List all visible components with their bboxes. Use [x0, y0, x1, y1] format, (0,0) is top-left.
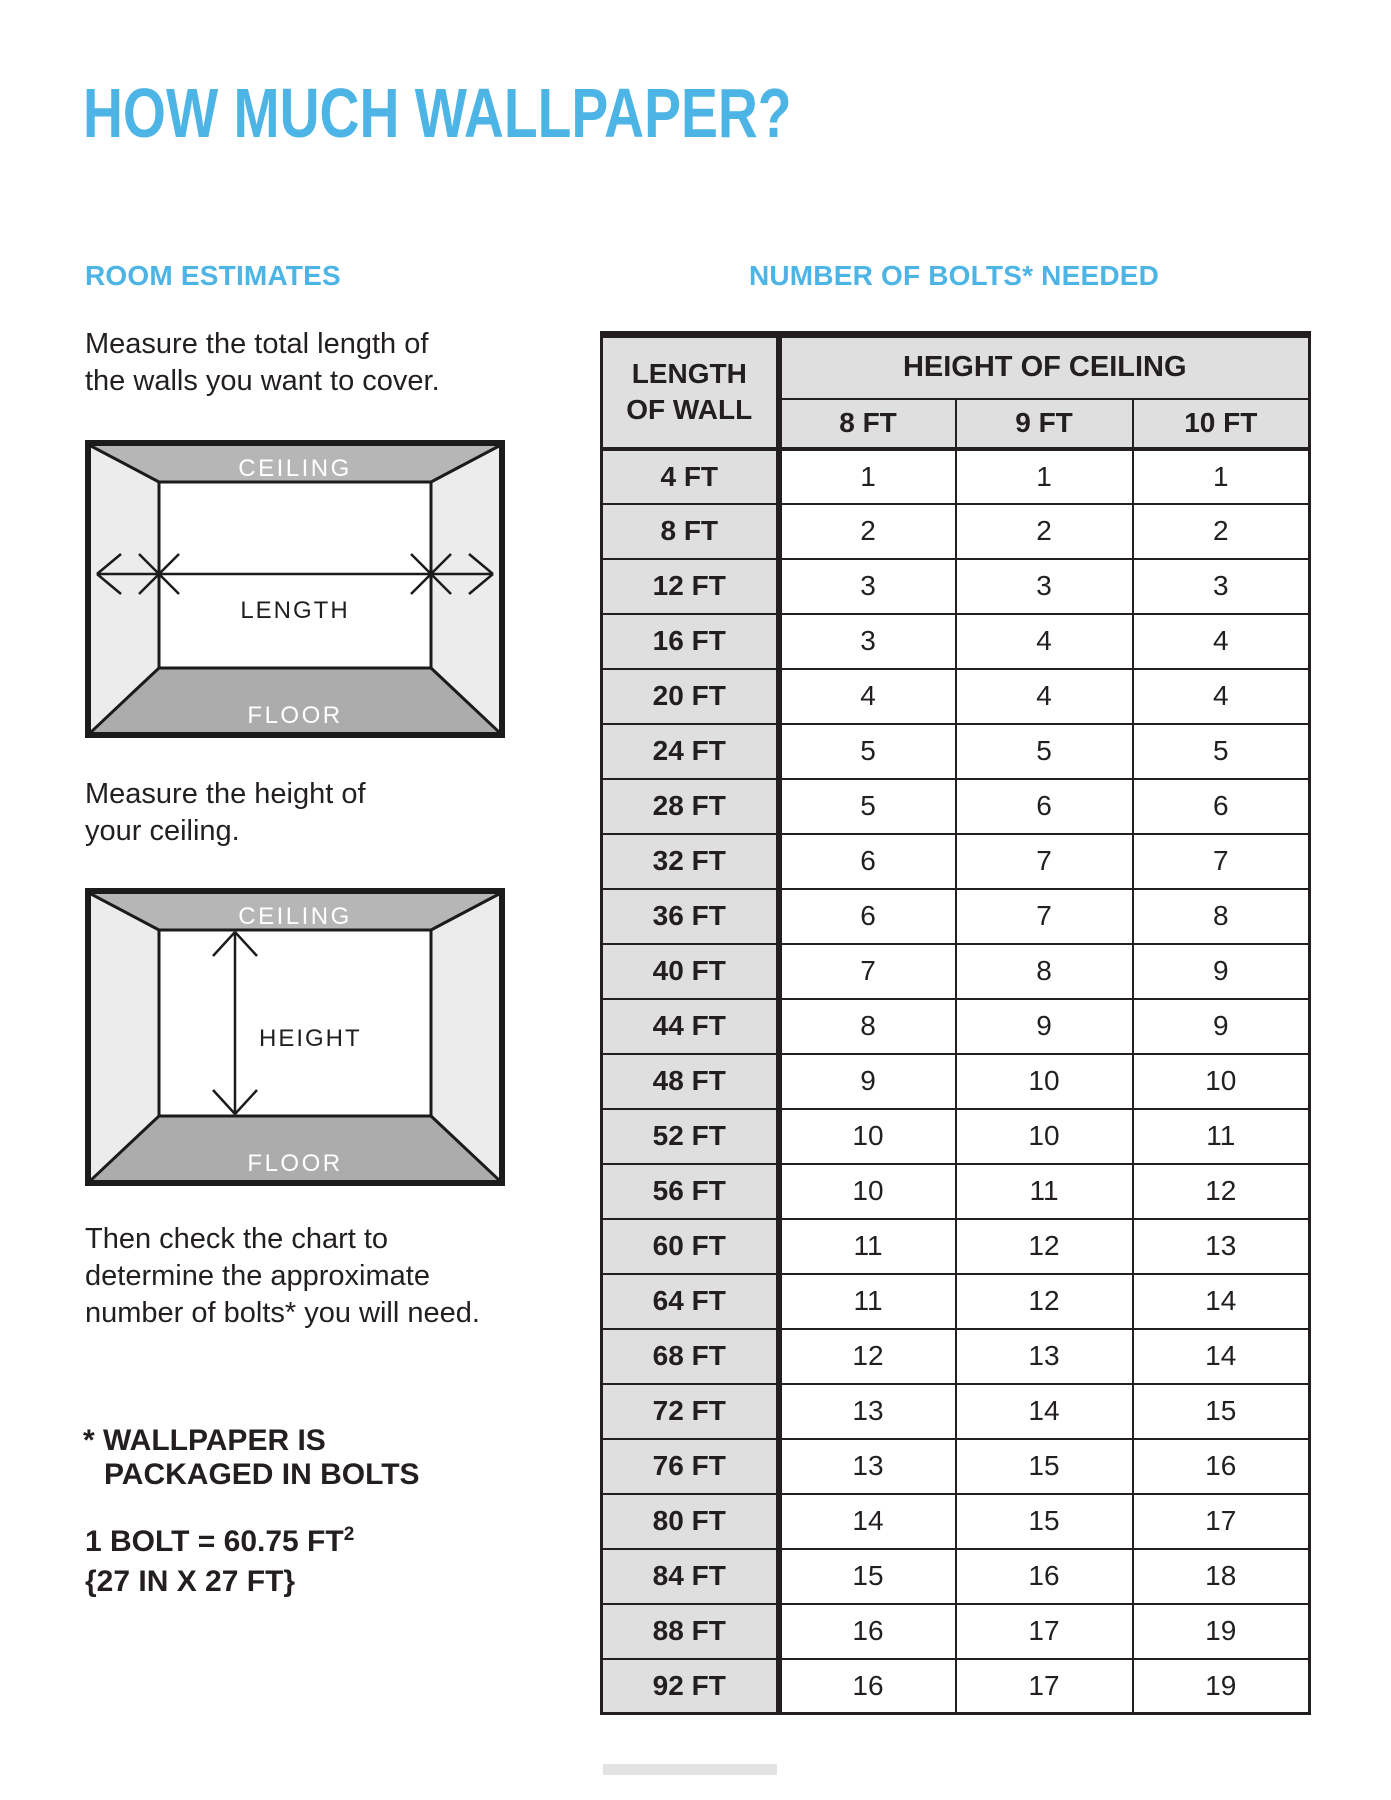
- bolt-count-cell: 12: [956, 1219, 1133, 1274]
- bolt-count-cell: 10: [779, 1164, 956, 1219]
- length-label: LENGTH: [240, 597, 350, 624]
- bolts-table-body: [602, 449, 1310, 1714]
- bolt-count-cell: 11: [779, 1274, 956, 1329]
- wall-length-cell: 20 FT: [602, 669, 779, 724]
- wall-length-cell: 84 FT: [602, 1549, 779, 1604]
- wall-length-cell: 28 FT: [602, 779, 779, 834]
- bolt-count-cell: 17: [1133, 1494, 1310, 1549]
- back-wall-surface: [159, 930, 431, 1116]
- table-row: [602, 1329, 1310, 1384]
- bolt-equation-line: [85, 1522, 354, 1562]
- room-length-diagram-svg: [91, 446, 499, 732]
- page-title: HOW MUCH WALLPAPER?: [83, 74, 792, 152]
- bolts-table: [600, 331, 1311, 1715]
- table-row: [602, 614, 1310, 669]
- ceiling-height-column-header: 9 FT: [956, 399, 1133, 449]
- table-row: [602, 944, 1310, 999]
- floor-label: FLOOR: [247, 1150, 343, 1177]
- table-row: [602, 504, 1310, 559]
- table-row: [602, 724, 1310, 779]
- room-height-diagram: [85, 888, 505, 1186]
- wall-length-cell: 8 FT: [602, 504, 779, 559]
- bolt-count-cell: 4: [779, 669, 956, 724]
- bolt-count-cell: 5: [779, 724, 956, 779]
- bolt-count-cell: 4: [1133, 614, 1310, 669]
- bolt-size-info: [85, 1522, 354, 1602]
- bolt-count-cell: 3: [956, 559, 1133, 614]
- wallpaper-bolts-footnote: [83, 1424, 420, 1492]
- wall-length-cell: 76 FT: [602, 1439, 779, 1494]
- bolt-count-cell: 15: [1133, 1384, 1310, 1439]
- bolt-count-cell: 3: [1133, 559, 1310, 614]
- bolt-count-cell: 13: [1133, 1219, 1310, 1274]
- bolt-count-cell: 6: [779, 834, 956, 889]
- bolt-count-cell: 8: [779, 999, 956, 1054]
- instruction-line: determine the approximate: [85, 1260, 430, 1292]
- bolt-count-cell: 9: [1133, 944, 1310, 999]
- ceiling-height-column-header: 8 FT: [779, 399, 956, 449]
- ceiling-label: CEILING: [238, 455, 352, 482]
- height-of-ceiling-header: HEIGHT OF CEILING: [779, 335, 1310, 399]
- instruction-line: your ceiling.: [85, 815, 240, 847]
- ceiling-label: CEILING: [238, 903, 352, 930]
- bolt-count-cell: 10: [779, 1109, 956, 1164]
- wall-length-cell: 4 FT: [602, 449, 779, 504]
- bolt-count-cell: 16: [779, 1659, 956, 1714]
- bolt-count-cell: 2: [1133, 504, 1310, 559]
- bolt-count-cell: 17: [956, 1659, 1133, 1714]
- instruction-line: the walls you want to cover.: [85, 365, 440, 397]
- bolt-count-cell: 10: [1133, 1054, 1310, 1109]
- wall-length-cell: 72 FT: [602, 1384, 779, 1439]
- bolt-count-cell: 10: [956, 1109, 1133, 1164]
- bolt-count-cell: 6: [779, 889, 956, 944]
- wall-length-cell: 12 FT: [602, 559, 779, 614]
- height-label: HEIGHT: [259, 1025, 362, 1052]
- bolt-count-cell: 5: [1133, 724, 1310, 779]
- bolt-count-cell: 8: [1133, 889, 1310, 944]
- footnote-line: PACKAGED IN BOLTS: [104, 1458, 420, 1491]
- bolt-count-cell: 9: [1133, 999, 1310, 1054]
- bolt-count-cell: 15: [956, 1439, 1133, 1494]
- bolt-count-cell: 4: [1133, 669, 1310, 724]
- wall-length-cell: 80 FT: [602, 1494, 779, 1549]
- bolt-count-cell: 4: [956, 614, 1133, 669]
- instruction-step-1: [85, 326, 440, 400]
- bolt-count-cell: 11: [779, 1219, 956, 1274]
- bolts-needed-heading: NUMBER OF BOLTS* NEEDED: [748, 260, 1160, 291]
- wall-length-cell: 64 FT: [602, 1274, 779, 1329]
- bolt-count-cell: 7: [779, 944, 956, 999]
- footnote-line: * WALLPAPER IS: [83, 1424, 326, 1457]
- bolts-table-header: [602, 335, 1310, 449]
- bolt-count-cell: 10: [956, 1054, 1133, 1109]
- bolt-count-cell: 6: [1133, 779, 1310, 834]
- table-row: [602, 779, 1310, 834]
- table-row: [602, 1604, 1310, 1659]
- table-header-row: [602, 335, 1310, 399]
- instruction-line: Measure the height of: [85, 778, 366, 810]
- length-of-wall-header: [602, 335, 779, 449]
- instruction-step-2: [85, 776, 366, 850]
- table-row: [602, 1164, 1310, 1219]
- wall-length-cell: 24 FT: [602, 724, 779, 779]
- bolt-count-cell: 7: [956, 889, 1133, 944]
- room-length-diagram: [85, 440, 505, 738]
- table-row: [602, 1274, 1310, 1329]
- bolt-count-cell: 19: [1133, 1659, 1310, 1714]
- bolt-count-cell: 3: [779, 559, 956, 614]
- instruction-step-3: [85, 1221, 480, 1332]
- wall-length-cell: 40 FT: [602, 944, 779, 999]
- wall-length-cell: 32 FT: [602, 834, 779, 889]
- bolt-count-cell: 2: [779, 504, 956, 559]
- wall-length-cell: 68 FT: [602, 1329, 779, 1384]
- table-row: [602, 1549, 1310, 1604]
- table-footer-strip: [603, 1764, 777, 1775]
- ceiling-height-column-header: 10 FT: [1133, 399, 1310, 449]
- bolt-count-cell: 19: [1133, 1604, 1310, 1659]
- bolt-count-cell: 4: [956, 669, 1133, 724]
- room-height-diagram-svg: [91, 894, 499, 1180]
- bolt-count-cell: 6: [956, 779, 1133, 834]
- table-row: [602, 449, 1310, 504]
- wall-length-cell: 36 FT: [602, 889, 779, 944]
- table-row: [602, 559, 1310, 614]
- bolt-count-cell: 14: [956, 1384, 1133, 1439]
- table-row: [602, 1659, 1310, 1714]
- table-row: [602, 1054, 1310, 1109]
- room-estimates-heading: ROOM ESTIMATES: [85, 260, 341, 291]
- bolt-count-cell: 13: [779, 1439, 956, 1494]
- wall-length-cell: 48 FT: [602, 1054, 779, 1109]
- table-row: [602, 889, 1310, 944]
- bolt-count-cell: 14: [1133, 1274, 1310, 1329]
- bolt-count-cell: 13: [779, 1384, 956, 1439]
- instruction-line: Measure the total length of: [85, 328, 429, 360]
- wall-length-cell: 56 FT: [602, 1164, 779, 1219]
- table-row: [602, 1219, 1310, 1274]
- bolt-count-cell: 15: [779, 1549, 956, 1604]
- wall-length-cell: 92 FT: [602, 1659, 779, 1714]
- bolt-count-cell: 5: [956, 724, 1133, 779]
- bolt-count-cell: 12: [779, 1329, 956, 1384]
- bolt-count-cell: 9: [779, 1054, 956, 1109]
- wall-length-cell: 44 FT: [602, 999, 779, 1054]
- instruction-line: number of bolts* you will need.: [85, 1297, 480, 1329]
- bolt-count-cell: 14: [1133, 1329, 1310, 1384]
- table-row: [602, 1384, 1310, 1439]
- wall-length-cell: 16 FT: [602, 614, 779, 669]
- bolt-count-cell: 13: [956, 1329, 1133, 1384]
- bolt-count-cell: 11: [1133, 1109, 1310, 1164]
- bolt-count-cell: 2: [956, 504, 1133, 559]
- bolt-count-cell: 1: [1133, 449, 1310, 504]
- table-row: [602, 669, 1310, 724]
- bolt-count-cell: 16: [1133, 1439, 1310, 1494]
- bolt-equation-text: 1 BOLT = 60.75 FT: [85, 1525, 344, 1558]
- bolt-count-cell: 9: [956, 999, 1133, 1054]
- bolt-count-cell: 8: [956, 944, 1133, 999]
- table-row: [602, 1494, 1310, 1549]
- bolt-equation-superscript: 2: [343, 1524, 355, 1545]
- length-header-line: OF WALL: [626, 394, 753, 426]
- bolt-count-cell: 11: [956, 1164, 1133, 1219]
- table-row: [602, 1109, 1310, 1164]
- bolt-count-cell: 7: [956, 834, 1133, 889]
- bolt-count-cell: 7: [1133, 834, 1310, 889]
- wall-length-cell: 60 FT: [602, 1219, 779, 1274]
- table-row: [602, 1439, 1310, 1494]
- table-row: [602, 834, 1310, 889]
- bolt-count-cell: 17: [956, 1604, 1133, 1659]
- bolt-count-cell: 5: [779, 779, 956, 834]
- bolt-count-cell: 18: [1133, 1549, 1310, 1604]
- bolt-count-cell: 1: [956, 449, 1133, 504]
- bolt-count-cell: 16: [956, 1549, 1133, 1604]
- floor-label: FLOOR: [247, 702, 343, 729]
- bolt-count-cell: 12: [1133, 1164, 1310, 1219]
- instruction-line: Then check the chart to: [85, 1223, 389, 1255]
- wall-length-cell: 88 FT: [602, 1604, 779, 1659]
- bolt-count-cell: 1: [779, 449, 956, 504]
- bolt-count-cell: 3: [779, 614, 956, 669]
- bolt-count-cell: 14: [779, 1494, 956, 1549]
- bolt-dimensions-line: {27 IN X 27 FT}: [85, 1565, 296, 1598]
- bolt-count-cell: 15: [956, 1494, 1133, 1549]
- table-row: [602, 999, 1310, 1054]
- wall-length-cell: 52 FT: [602, 1109, 779, 1164]
- bolt-count-cell: 12: [956, 1274, 1133, 1329]
- bolt-count-cell: 16: [779, 1604, 956, 1659]
- length-header-line: LENGTH: [631, 358, 747, 390]
